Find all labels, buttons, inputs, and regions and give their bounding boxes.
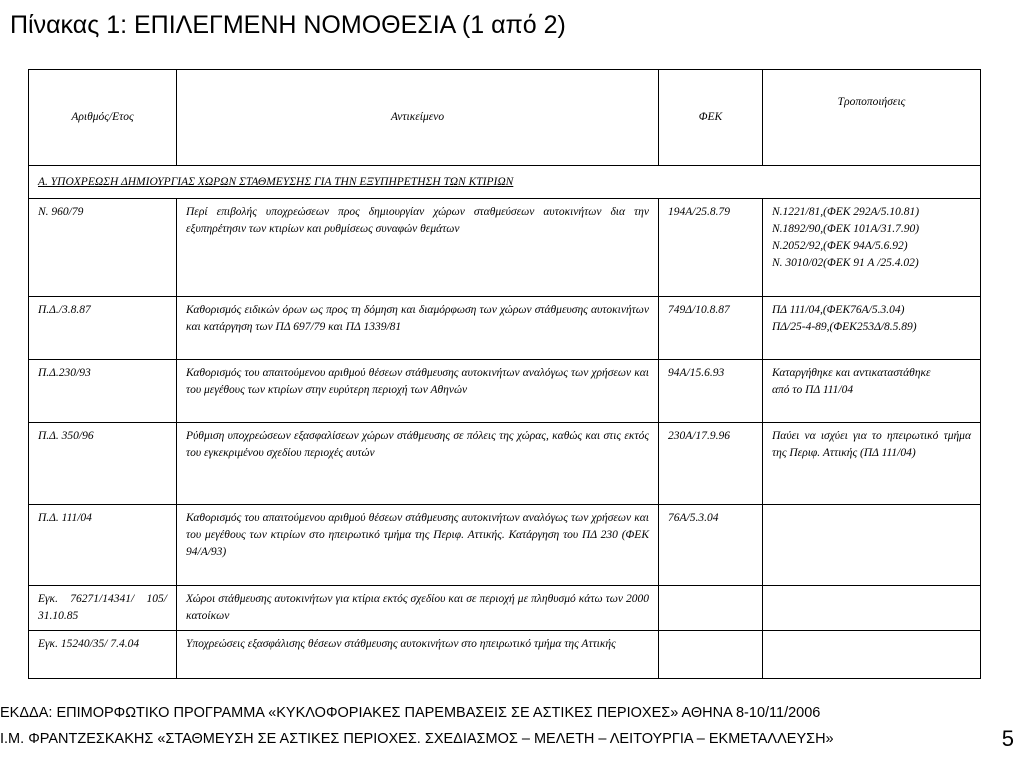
table-row	[29, 423, 981, 505]
cell-amendments	[763, 360, 981, 423]
cell-fek: 230Α/17.9.96	[659, 423, 763, 505]
table-row	[29, 586, 981, 631]
table-row	[29, 360, 981, 423]
cell-number: Π.Δ./3.8.87	[29, 297, 177, 360]
amendment-line: από το ΠΔ 111/04	[772, 384, 854, 396]
cell-fek	[659, 631, 763, 679]
section-row	[29, 166, 981, 199]
cell-subject: Ρύθμιση υποχρεώσεων εξασφαλίσεων χώρων στάθμευσης σε πόλεις της χώρας, καθώς και στις εκτός του εγκεκριμένου σχεδίου περιοχές αυτών	[177, 423, 659, 505]
cell-fek: 749Δ/10.8.87	[659, 297, 763, 360]
slide-title: Πίνακας 1: ΕΠΙΛΕΓΜΕΝΗ ΝΟΜΟΘΕΣΙΑ (1 από 2)	[10, 11, 566, 39]
section-cell	[29, 166, 981, 199]
table-row	[29, 199, 981, 297]
cell-subject: Περί επιβολής υποχρεώσεων προς δημιουργίαν χώρων σταθμεύσεων αυτοκινήτων δια την εξυπηρέτησιν των κτιρίων και ρυθμίσεως συναφών θεμάτων	[177, 199, 659, 297]
footer-program-line: ΕΚΔΔΑ: ΕΠΙΜΟΡΦΩΤΙΚΟ ΠΡΟΓΡΑΜΜΑ «ΚΥΚΛΟΦΟΡΙΑΚΕΣ ΠΑΡΕΜΒΑΣΕΙΣ ΣΕ ΑΣΤΙΚΕΣ ΠΕΡΙΟΧΕΣ» ΑΘΗΝΑ 8-10/11/2006	[0, 705, 821, 721]
cell-amendments	[763, 631, 981, 679]
cell-amendments	[763, 199, 981, 297]
section-heading: Α. ΥΠΟΧΡΕΩΣΗ ΔΗΜΙΟΥΡΓΙΑΣ ΧΩΡΩΝ ΣΤΑΘΜΕΥΣΗΣ ΓΙΑ ΤΗΝ ΕΞΥΠΗΡΕΤΗΣΗ ΤΩΝ ΚΤΙΡΙΩΝ	[38, 175, 514, 188]
cell-subject: Καθορισμός του απαιτούμενου αριθμού θέσεων στάθμευσης αυτοκινήτων αναλόγως των χρήσεων και του μεγέθους των κτιρίων στο ηπειρωτικό τμήμα της Περιφ. Αττικής. Κατάργηση του ΠΔ 230 (ΦΕΚ 94/Α/93)	[177, 505, 659, 586]
amendment-line: Καταργήθηκε και αντικαταστάθηκε	[772, 367, 931, 379]
cell-number: Εγκ. 15240/35/ 7.4.04	[29, 631, 177, 679]
table-row	[29, 297, 981, 360]
cell-fek: 94Α/15.6.93	[659, 360, 763, 423]
cell-subject: Καθορισμός ειδικών όρων ως προς τη δόμηση και διαμόρφωση των χώρων στάθμευσης αυτοκινήτων και κατάργηση των ΠΔ 697/79 και ΠΔ 1339/81	[177, 297, 659, 360]
amendment-line: ΠΔ/25-4-89,(ΦΕΚ253Δ/8.5.89)	[772, 321, 917, 333]
cell-subject: Καθορισμός του απαιτούμενου αριθμού θέσεων στάθμευσης αυτοκινήτων αναλόγως των χρήσεων και του μεγέθους των κτιρίων στην ευρύτερη περιοχή των Αθηνών	[177, 360, 659, 423]
amendment-line: Ν.1221/81,(ΦΕΚ 292Α/5.10.81)	[772, 206, 920, 218]
legislation-table	[28, 69, 981, 679]
cell-number: Π.Δ.230/93	[29, 360, 177, 423]
cell-subject: Χώροι στάθμευσης αυτοκινήτων για κτίρια εκτός σχεδίου και σε περιοχή με πληθυσμό κάτω των 2000 κατοίκων	[177, 586, 659, 631]
cell-number: Εγκ. 76271/14341/ 105/ 31.10.85	[29, 586, 177, 631]
cell-number: Π.Δ. 111/04	[29, 505, 177, 586]
cell-fek	[659, 586, 763, 631]
page-number: 5	[1001, 726, 1014, 751]
header-fek: ΦΕΚ	[659, 70, 763, 166]
cell-fek: 194Α/25.8.79	[659, 199, 763, 297]
cell-amendments	[763, 297, 981, 360]
footer-author-line: Ι.Μ. ΦΡΑΝΤΖΕΣΚΑΚΗΣ «ΣΤΑΘΜΕΥΣΗ ΣΕ ΑΣΤΙΚΕΣ ΠΕΡΙΟΧΕΣ. ΣΧΕΔΙΑΣΜΟΣ – ΜΕΛΕΤΗ – ΛΕΙΤΟΥΡΓΙΑ – ΕΚΜΕΤΑΛΛΕΥΣΗ»	[0, 731, 834, 747]
header-amendments: Τροποποιήσεις	[763, 70, 981, 166]
cell-amendments	[763, 505, 981, 586]
cell-subject: Υποχρεώσεις εξασφάλισης θέσεων στάθμευσης αυτοκινήτων στο ηπειρωτικό τμήμα της Αττικής	[177, 631, 659, 679]
table-row	[29, 631, 981, 679]
table-row	[29, 505, 981, 586]
amendment-line: ΠΔ 111/04,(ΦΕΚ76Α/5.3.04)	[772, 304, 905, 316]
amendment-line: Ν.1892/90,(ΦΕΚ 101Α/31.7.90)	[772, 223, 920, 235]
cell-fek: 76Α/5.3.04	[659, 505, 763, 586]
cell-amendments: Παύει να ισχύει για το ηπειρωτικό τμήμα της Περιφ. Αττικής (ΠΔ 111/04)	[763, 423, 981, 505]
header-number: Αριθμός/Ετος	[29, 70, 177, 166]
cell-amendments	[763, 586, 981, 631]
table-header-row	[29, 70, 981, 166]
cell-number: Ν. 960/79	[29, 199, 177, 297]
amendment-line: Ν.2052/92,(ΦΕΚ 94Α/5.6.92)	[772, 240, 908, 252]
amendment-line: Ν. 3010/02(ΦΕΚ 91 Α /25.4.02)	[772, 257, 919, 269]
header-subject: Αντικείμενο	[177, 70, 659, 166]
cell-number: Π.Δ. 350/96	[29, 423, 177, 505]
